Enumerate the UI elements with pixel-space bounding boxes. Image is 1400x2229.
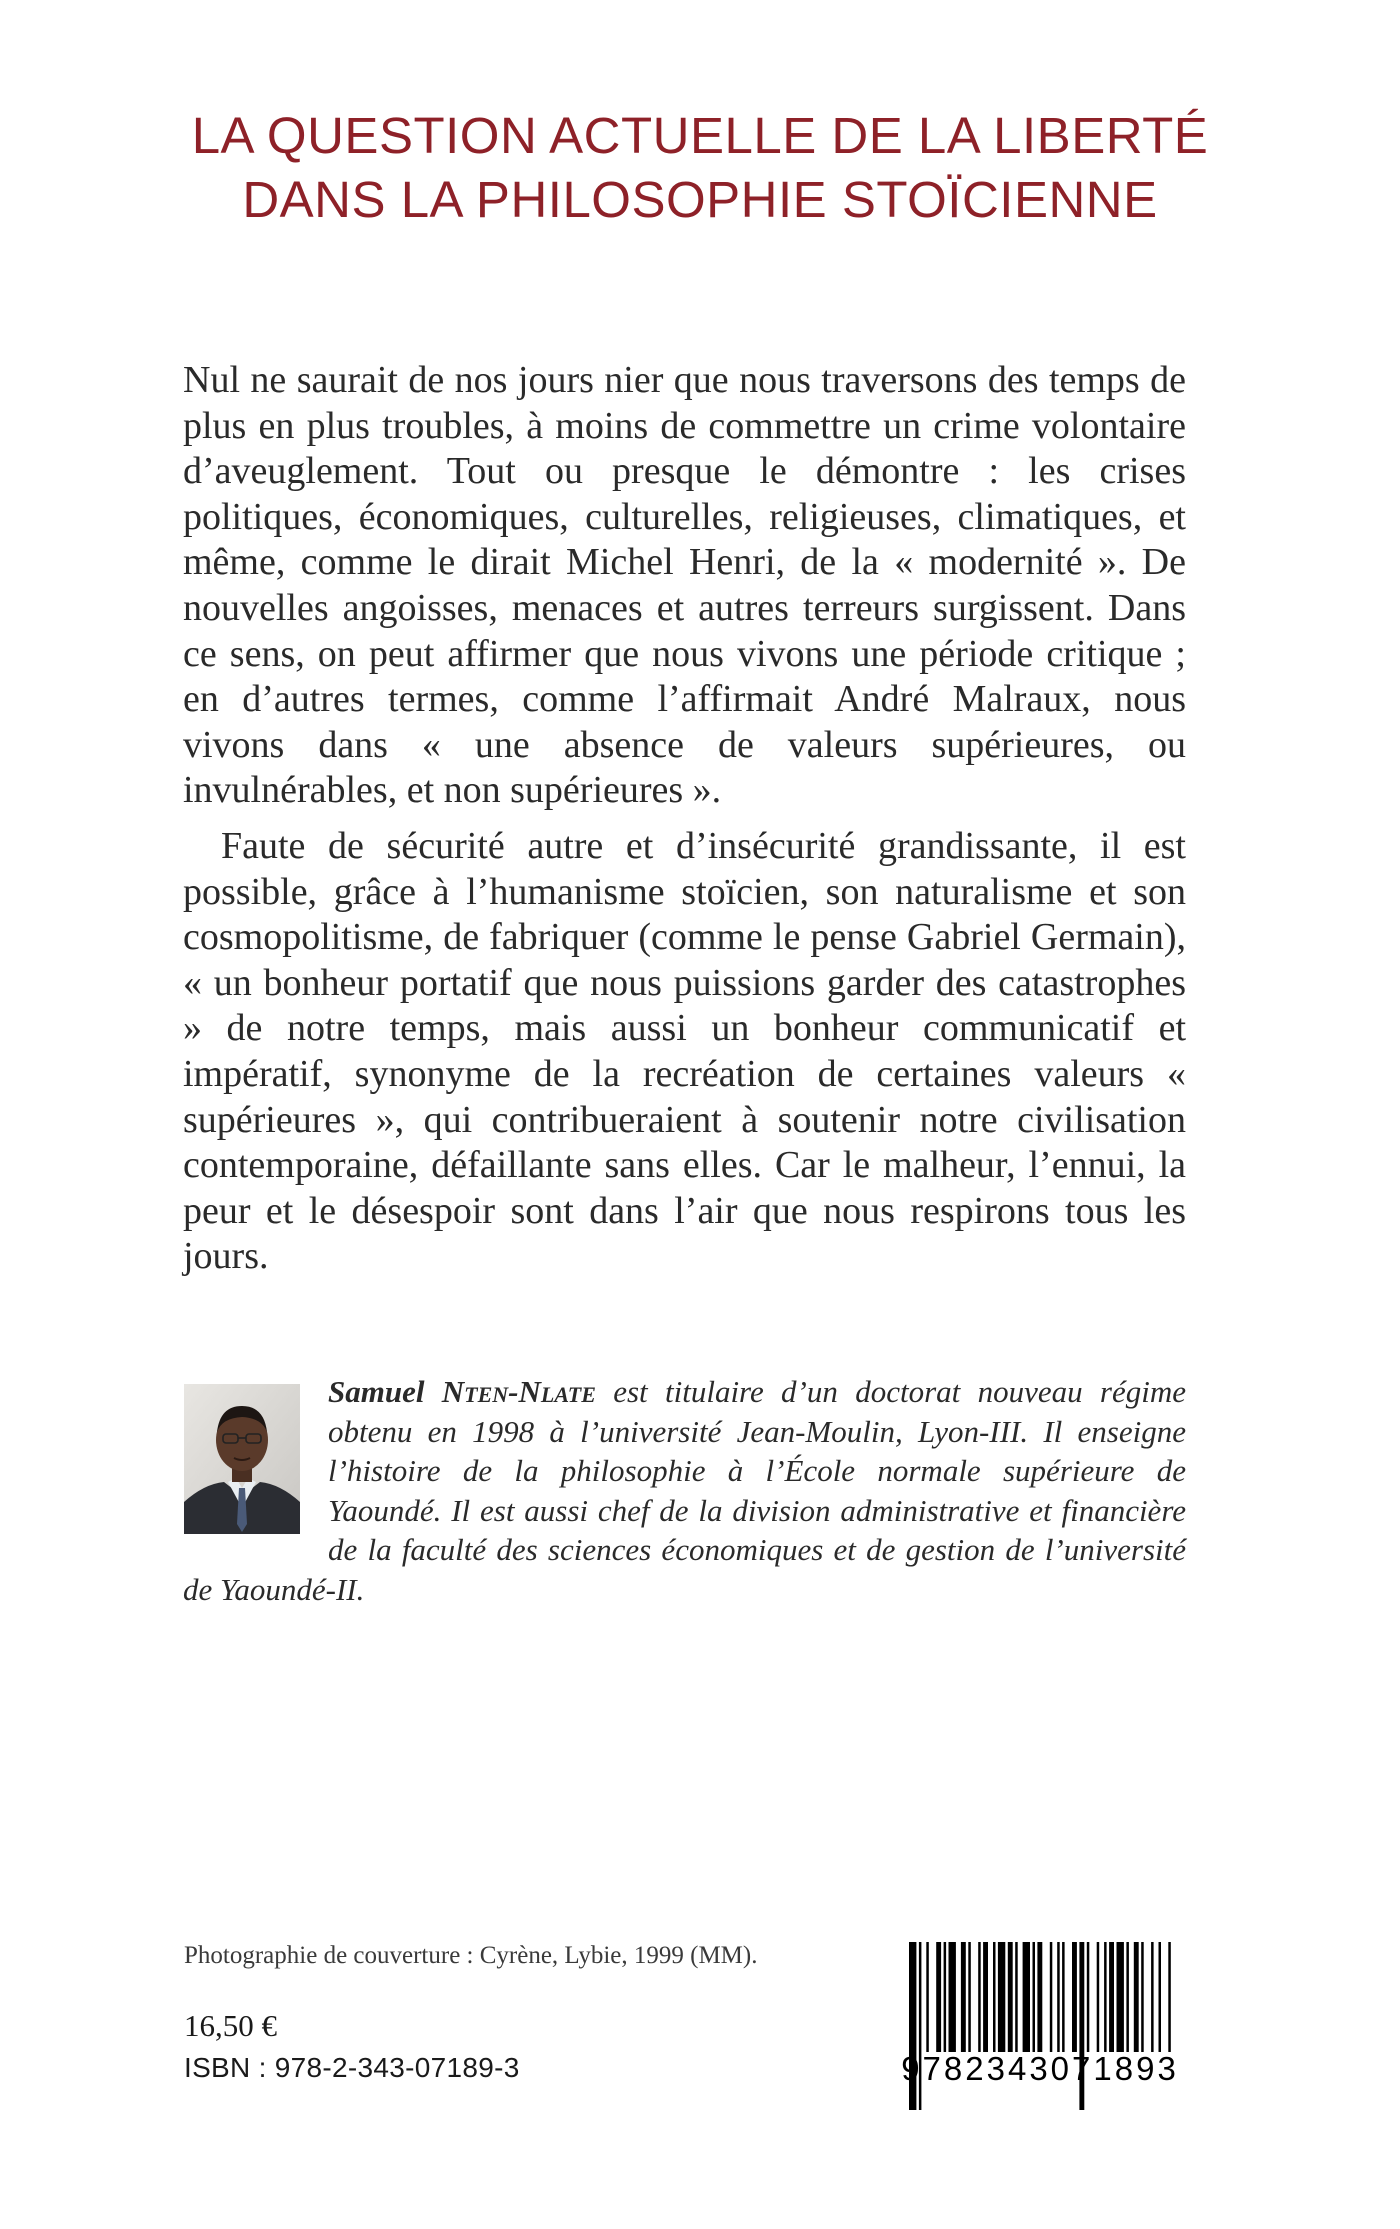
barcode-bar	[1117, 1942, 1124, 2052]
summary-paragraph-2: Faute de sécurité autre et d’insécurité grandissante, il est possible, grâce à l’humanisme stoïcien, son naturalisme et son cosmopolitisme, de fabriquer (comme le pense Gabriel Germain), « un bonheur portatif que nous puissions garder des catastrophes » de notre temps, mais aussi un bonheur communicatif et impératif, synonyme de la recréation de certaines valeurs « supérieures », qui contribueraient à soutenir notre civilisation contemporaine, défaillante sans elles. Car le malheur, l’ennui, la peur et le désespoir sont dans l’air que nous respirons tous les jours.	[183, 824, 1186, 1278]
barcode-bar	[1109, 1942, 1114, 2052]
author-bio	[183, 1372, 1186, 1609]
barcode-bar	[944, 1942, 947, 2052]
barcode-bar	[998, 1942, 1005, 2052]
author-bio-text: est titulaire d’un doctorat nouveau régime obtenu en 1998 à l’université Jean-Moulin, Lyon-III. Il enseigne l’histoire de la philosophie à l’École normale supérieure de Yaoundé. Il est aussi chef de la division administrative et financière de la faculté des sciences économiques et de gestion de l’université de Yaoundé-II.	[183, 1374, 1186, 1607]
barcode-bar	[1087, 1942, 1090, 2052]
book-title-line-2: DANS LA PHILOSOPHIE STOÏCIENNE	[242, 171, 1158, 228]
barcode-bar	[949, 1942, 956, 2052]
barcode-bar	[961, 1942, 966, 2052]
price: 16,50 €	[184, 2008, 277, 2043]
barcode-bar	[1141, 1942, 1144, 2052]
barcode-bar	[1159, 1942, 1162, 2052]
barcode-bar	[1015, 1942, 1018, 2052]
author-first-name: Samuel	[328, 1374, 425, 1409]
book-title-line-1: LA QUESTION ACTUELLE DE LA LIBERTÉ	[191, 107, 1209, 164]
barcode-bar	[1023, 1942, 1030, 2052]
barcode-bar	[1134, 1942, 1139, 2052]
barcode-bar	[936, 1942, 941, 2052]
barcode-bar	[983, 1942, 988, 2052]
barcode-bar	[1062, 1942, 1065, 2052]
barcode-bar	[1037, 1942, 1042, 2052]
photo-credit: Photographie de couverture : Cyrène, Lybie, 1999 (MM).	[184, 1942, 758, 1969]
barcode-bar	[1057, 1942, 1060, 2052]
barcode-bar	[1126, 1942, 1129, 2052]
isbn: ISBN : 978-2-343-07189-3	[184, 2052, 520, 2083]
summary-text	[183, 358, 1186, 1280]
barcode-bar	[968, 1942, 971, 2052]
barcode-bar	[978, 1942, 981, 2052]
barcode-bar	[926, 1942, 929, 2052]
book-title	[100, 104, 1300, 232]
summary-paragraph-1: Nul ne saurait de nos jours nier que nous traversons des temps de plus en plus troubles, à moins de commettre un crime volontaire d’aveuglement. Tout ou presque le démontre : les crises politiques, économiques, culturelles, religieuses, climatiques, et même, comme le dirait Michel Henri, de la « modernité ». De nouvelles angoisses, menaces et autres terreurs surgissent. Dans ce sens, on peut affirmer que nous vivons une période critique ; en d’autres termes, comme l’affirmait André Malraux, nous vivons dans « une absence de valeurs supérieures, ou invulnérables, et non supérieures ».	[183, 359, 1186, 812]
barcode-bar	[1168, 1942, 1171, 2052]
barcode-bar	[1097, 1942, 1100, 2052]
barcode-bar	[1104, 1942, 1107, 2052]
barcode-bar	[1008, 1942, 1013, 2052]
barcode-bar	[1050, 1942, 1053, 2052]
author-last-name: Nten-Nlate	[441, 1374, 596, 1409]
barcode-bar	[1033, 1942, 1036, 2052]
barcode-digits: 9782343071893	[901, 2050, 1179, 2087]
barcode-bar	[1151, 1942, 1154, 2052]
barcode-bar	[993, 1942, 996, 2052]
barcode-bar	[1072, 1942, 1077, 2052]
